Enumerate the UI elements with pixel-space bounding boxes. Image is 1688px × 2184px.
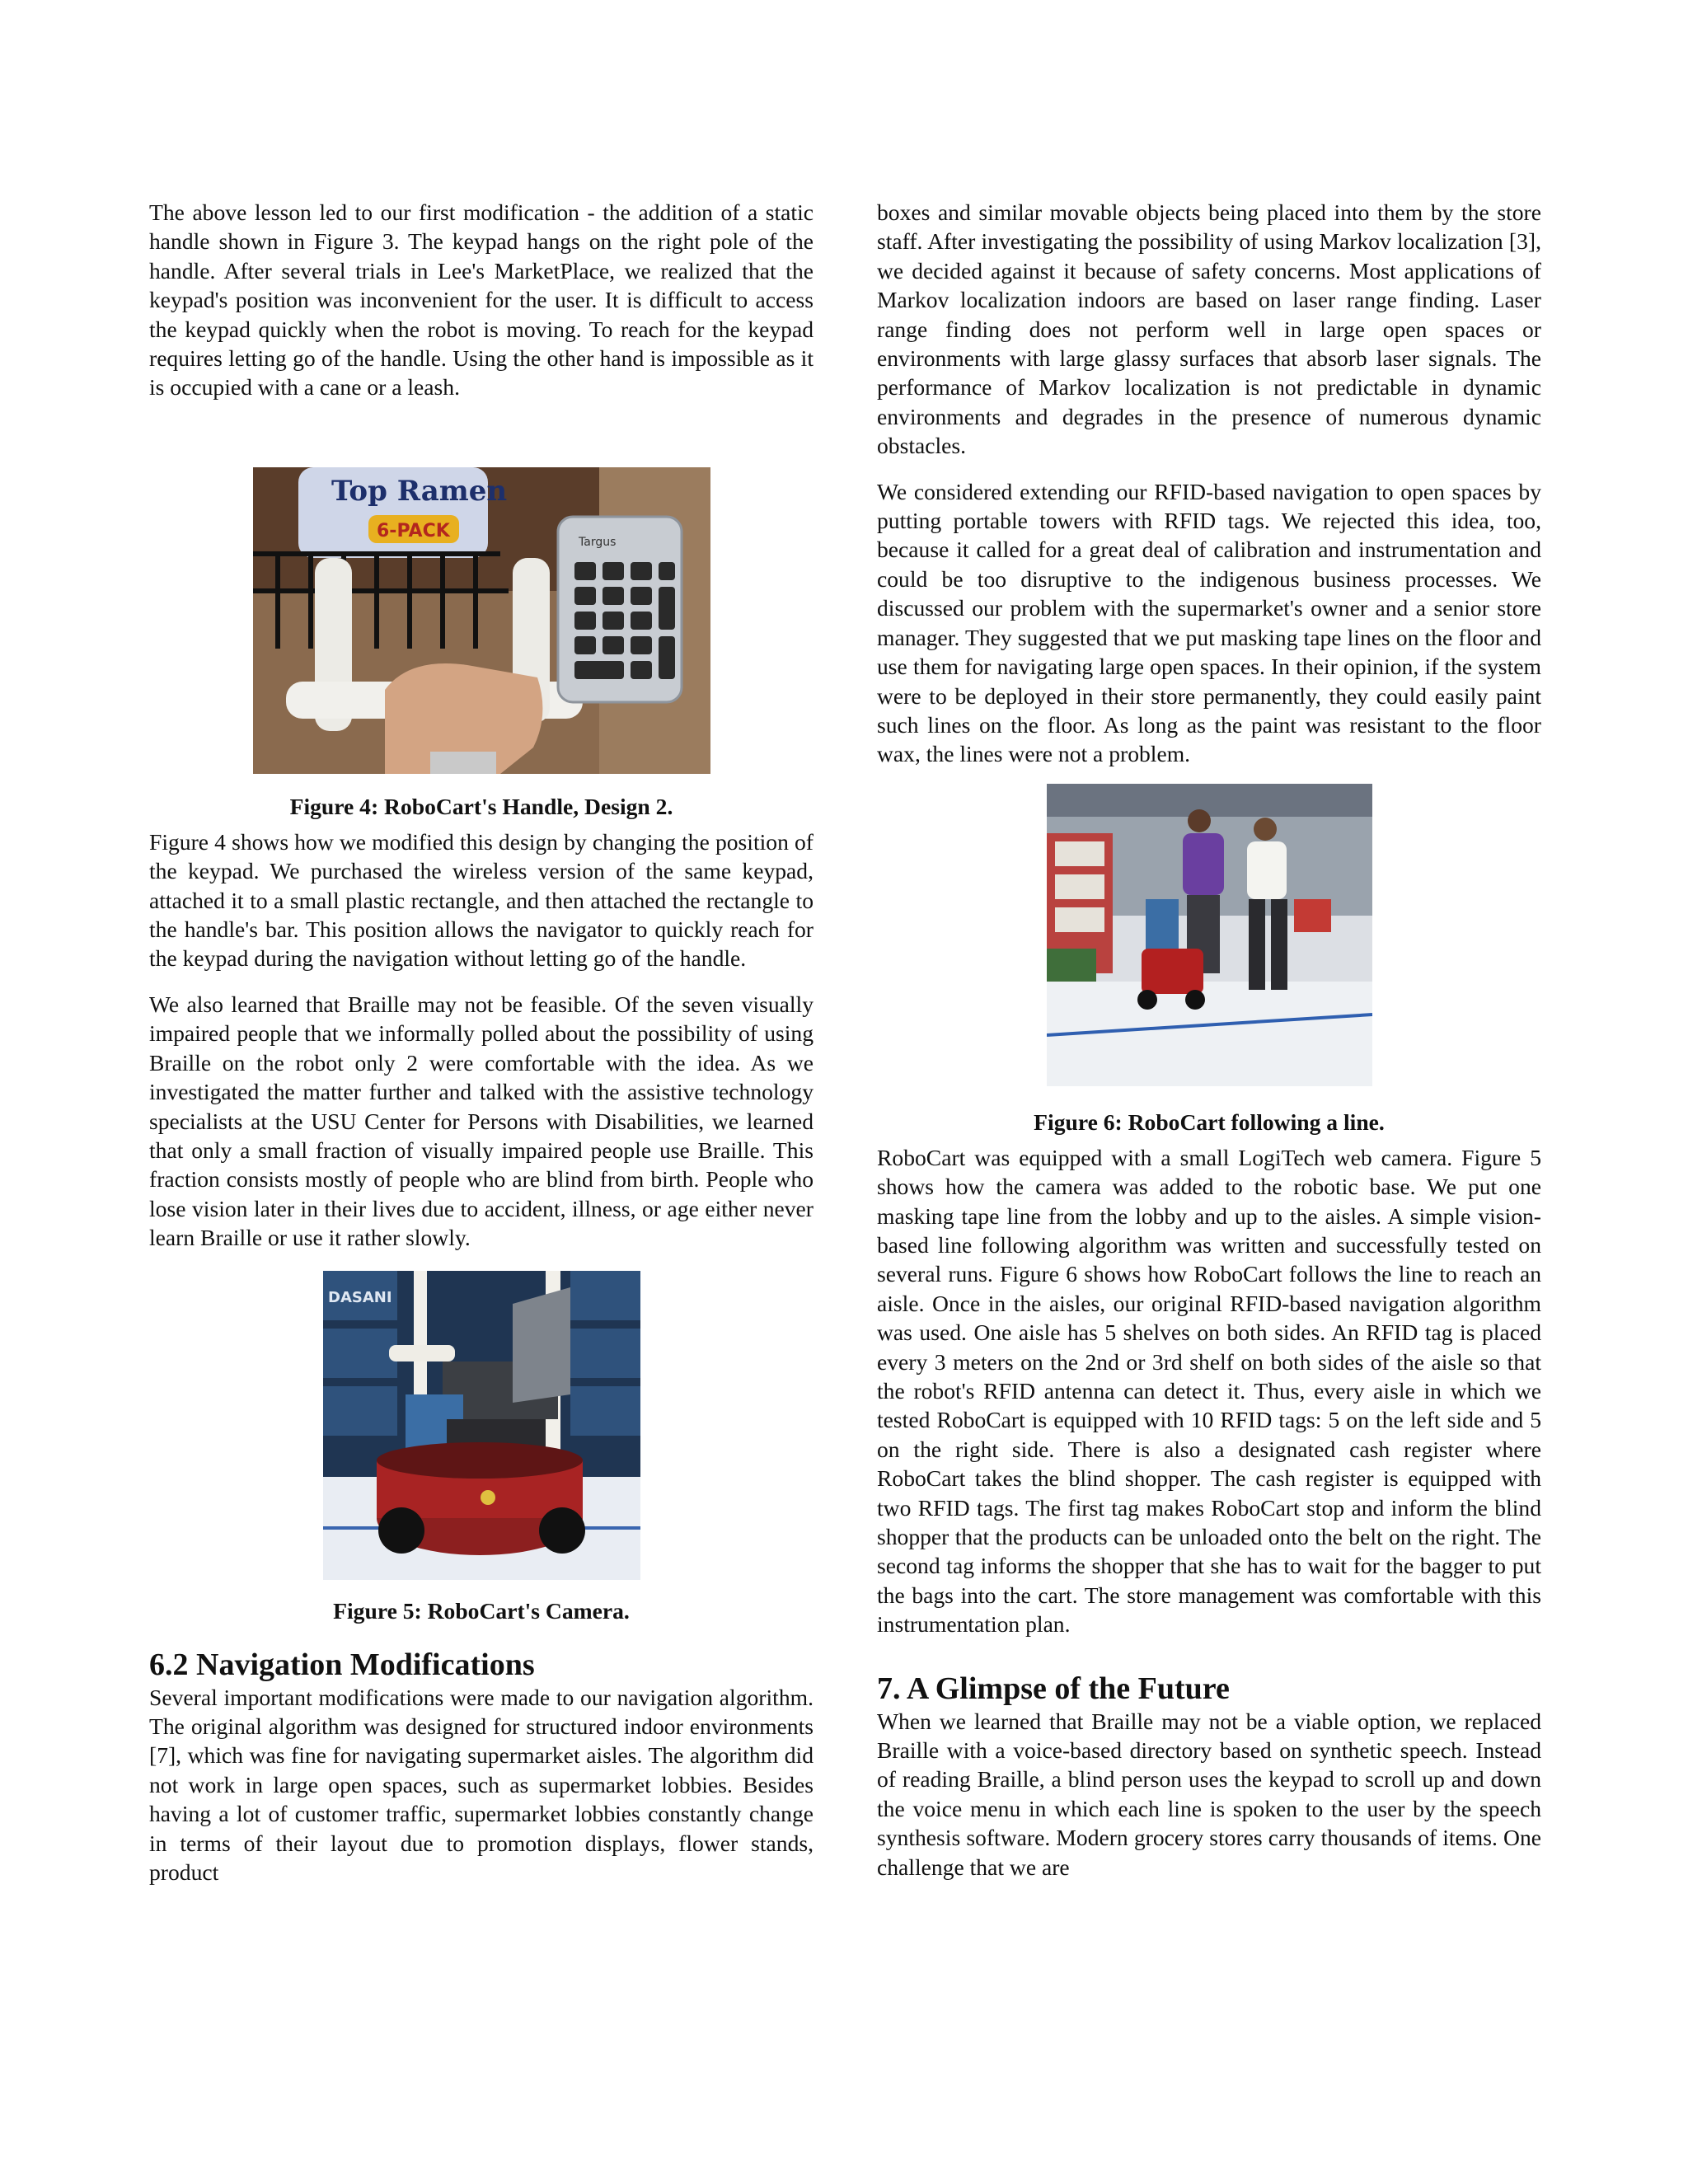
paragraph: Figure 4 shows how we modified this design by changing the position of the keypad. We purchased the wireless version of the same keypad, attached it to a small plastic rectangle, and then attached the rectangle to the handle's bar. This position allows the navigator to quickly reach for the keypad during the navigation without letting go of the handle. <box>149 828 814 972</box>
paragraph: boxes and similar movable objects being placed into them by the store staff. After investigating the possibility of using Markov localization [3], we decided against it because of safety concerns. Most applications of Markov localization indoors are based on laser range finding. Laser range finding does not perform well in large open spaces or environments with large glassy surfaces that absorb laser signals. The performance of Markov localization is not predictable in dynamic environments and degrades in the presence of numerous dynamic obstacles. <box>877 199 1541 459</box>
paragraph: Several important modifications were made to our navigation algorithm. The original algorithm was designed for structured indoor environments [7], which was fine for navigating supermarket aisles. The algorithm did not work in large open spaces, such as supermarket lobbies. Besides having a lot of customer traffic, supermarket lobbies constantly change in terms of their layout due to promotion displays, flower stands, product <box>149 1684 814 1885</box>
paragraph: We considered extending our RFID-based navigation to open spaces by putting portable towers with RFID tags. We rejected this idea, too, because it called for a great deal of calibration and instrumentation and could be too disruptive to the indigenous business processes. We discussed our problem with the supermarket's owner and a senior store manager. They suggested that we put masking tape lines on the floor and use them for navigating large open spaces. In their opinion, if the system were to be deployed in their store permanently, they could easily paint such lines on the floor. As long as the paint was resistant to the floor wax, the lines were not a problem. <box>877 478 1541 767</box>
paragraph: When we learned that Braille may not be a viable option, we replaced Braille with a voice-based directory based on synthetic speech. Instead of reading Braille, a blind person uses the keypad to scroll up and down the voice menu in which each line is spoken to the user by the speech synthesis software. Modern grocery stores carry thousands of items. One challenge that we are <box>877 1708 1541 1880</box>
paragraph: RoboCart was equipped with a small LogiTech web camera. Figure 5 shows how the camera was added to the robotic base. We put one masking tape line from the lobby and up to the aisles. A simple vision-based line following algorithm was written and successfully tested on several runs. Figure 6 shows how RoboCart follows the line to reach an aisle. Once in the aisles, our original RFID-based navigation algorithm was used. One aisle has 5 shelves on both sides. An RFID tag is placed every 3 meters on the 2nd or 3rd shelf on both sides of the aisle so that the robot's RFID antenna can detect it. Thus, every aisle in which we tested RoboCart is equipped with 10 RFID tags: 5 on the left side and 5 on the right side. There is also a designated cash register where RoboCart takes the blind shopper. The cash register is equipped with two RFID tags. The first tag makes RoboCart stop and inform the blind shopper that the products can be unloaded onto the belt on the right. The second tag informs the shopper that she has to wait for the bagger to put the bags into the cart. The store management was comfortable with this instrumentation plan. <box>877 1144 1541 1638</box>
right-column <box>877 198 1541 1882</box>
top-ramen-label: Top Ramen <box>331 474 507 508</box>
figure-4-photo <box>253 467 710 774</box>
figure-4-caption: Figure 4: RoboCart's Handle, Design 2. <box>289 793 673 819</box>
section-heading-6-2: 6.2 Navigation Modifications <box>149 1647 535 1682</box>
left-column <box>149 198 814 1886</box>
paragraph: The above lesson led to our first modification - the addition of a static handle shown in Figure 3. The keypad hangs on the right pole of the handle. After several trials in Lee's MarketPlace, we realized that the keypad's position was inconvenient for the user. It is difficult to access the keypad quickly when the robot is moving. To reach for the keypad requires letting go of the handle. Using the other hand is impossible as it is occupied with a cane or a leash. <box>149 199 814 401</box>
targus-label: Targus <box>578 535 616 549</box>
section-heading-7: 7. A Glimpse of the Future <box>877 1671 1230 1706</box>
dasani-label: DASANI <box>327 1288 392 1306</box>
six-pack-label: 6-PACK <box>376 520 450 541</box>
figure-5-caption: Figure 5: RoboCart's Camera. <box>333 1597 630 1624</box>
paragraph: We also learned that Braille may not be feasible. Of the seven visually impaired people that we informally polled about the possibility of using Braille on the robot only 2 were comfortable with the idea. As we investigated the matter further and talked with the assistive technology specialists at the USU Center for Persons with Disabilities, we learned that only a small fraction of visually impaired people use Braille. This fraction consists mostly of people who are blind from birth. People who lose vision later in their lives due to accident, illness, or age either never learn Braille or use it rather slowly. <box>149 991 814 1251</box>
figure-6-photo <box>1047 784 1372 1086</box>
figure-5-photo <box>323 1271 640 1580</box>
figure-6-caption: Figure 6: RoboCart following a line. <box>1034 1108 1385 1135</box>
